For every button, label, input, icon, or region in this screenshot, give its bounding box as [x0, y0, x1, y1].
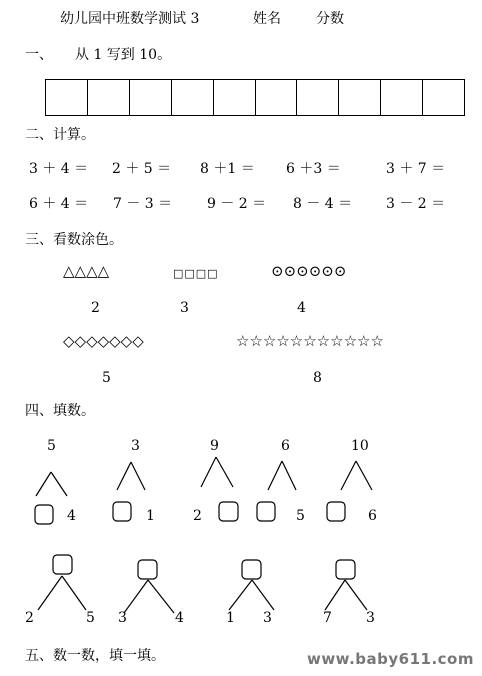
color-count: 8: [313, 370, 322, 386]
triangle-shapes: △△△△: [63, 262, 110, 280]
square-shapes: □□□□: [173, 267, 219, 280]
tree-top-number: 9: [210, 438, 219, 454]
answer-box: [257, 502, 275, 521]
section2-heading: 二、计算。: [25, 127, 95, 143]
answer-box: [53, 555, 72, 574]
page-title: 幼儿园中班数学测试 3: [60, 11, 200, 27]
circle-dot-shapes: ⊙⊙⊙⊙⊙⊙: [271, 262, 347, 280]
answer-box: [138, 560, 157, 579]
answer-box: [242, 560, 261, 579]
section3-heading: 三、看数涂色。: [25, 232, 123, 248]
color-count: 3: [180, 300, 189, 316]
section4-heading: 四、填数。: [25, 403, 95, 419]
tree-top-number: 10: [351, 438, 369, 454]
answer-box: [35, 505, 53, 524]
tree-left-number: 7: [323, 610, 332, 626]
tree-left-number: 3: [118, 610, 127, 626]
tree-right-number: 5: [296, 508, 305, 524]
tree-right-number: 6: [368, 508, 377, 524]
tree-right-number: 1: [146, 508, 155, 524]
tree-right-number: 4: [67, 508, 76, 524]
tree-left-number: 2: [193, 508, 202, 524]
answer-box: [327, 502, 345, 521]
equation: 3 ＋ 7 ＝: [386, 161, 446, 177]
equation: 8 － 4 ＝: [293, 196, 353, 212]
equation: 3 － 2 ＝: [386, 196, 446, 212]
color-count: 5: [102, 370, 111, 386]
tree-right-number: 3: [366, 610, 375, 626]
section1-heading: 一、: [25, 47, 53, 63]
equation: 3 ＋ 4 ＝: [29, 161, 89, 177]
tree-right-number: 5: [86, 610, 95, 626]
answer-box: [336, 560, 355, 579]
equation: 6 ＋ 4 ＝: [29, 196, 89, 212]
color-count: 2: [91, 300, 100, 316]
equation: 6 ＋3 ＝: [286, 161, 341, 177]
tree-right-number: 4: [175, 610, 184, 626]
equation: 7 － 3 ＝: [113, 196, 173, 212]
color-count: 4: [297, 300, 306, 316]
tree-top-number: 3: [131, 438, 140, 454]
star-shapes: ☆☆☆☆☆☆☆☆☆☆☆: [236, 332, 384, 350]
section1-instruction: 从 1 写到 10。: [75, 47, 172, 63]
score-label: 分数: [316, 11, 344, 27]
equation: 2 ＋ 5 ＝: [112, 161, 172, 177]
tree-right-number: 3: [263, 610, 272, 626]
diamond-shapes: ◇◇◇◇◇◇◇: [63, 332, 144, 350]
answer-box: [219, 502, 238, 521]
tree-left-number: 2: [25, 610, 34, 626]
equation: 8 ＋1 ＝: [200, 161, 255, 177]
site-watermark: www.baby611.com: [306, 650, 474, 668]
tree-top-number: 5: [47, 438, 56, 454]
answer-box: [113, 502, 131, 521]
equation: 9 － 2 ＝: [207, 196, 267, 212]
name-label: 姓名: [253, 11, 281, 27]
tree-left-number: 1: [226, 610, 235, 626]
section5-heading: 五、数一数，填一填。: [25, 648, 165, 664]
tree-top-number: 6: [281, 438, 290, 454]
